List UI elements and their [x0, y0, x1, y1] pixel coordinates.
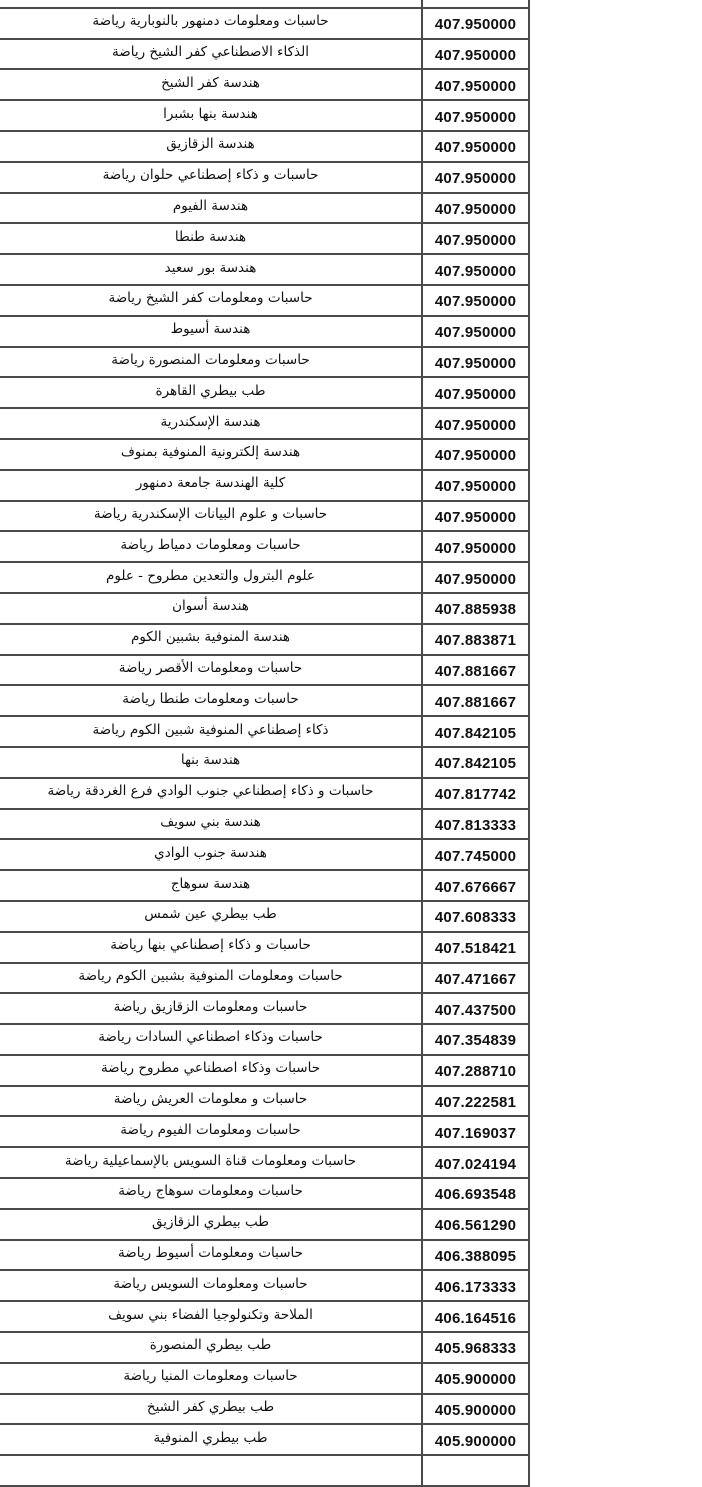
table-row: [0, 39, 529, 70]
faculty-name-cell: حاسبات ومعلومات السويس رياضة: [0, 1270, 422, 1301]
min-score-cell: 407.950000: [422, 531, 529, 562]
faculty-name-cell: هندسة بني سويف: [0, 809, 422, 840]
table-row: [0, 1424, 529, 1455]
min-score-cell: 407.518421: [422, 932, 529, 963]
table-row: [0, 100, 529, 131]
faculty-name-cell: حاسبات ومعلومات المنصورة رياضة: [0, 347, 422, 378]
min-score-cell: 405.900000: [422, 1394, 529, 1425]
min-score-cell: 405.900000: [422, 1363, 529, 1394]
table-row: [0, 1147, 529, 1178]
min-score-cell: 407.885938: [422, 593, 529, 624]
table-row: [0, 778, 529, 809]
table-row: [0, 223, 529, 254]
min-score-cell: 407.169037: [422, 1116, 529, 1147]
min-score-cell: 407.950000: [422, 8, 529, 39]
min-score-cell: 407.745000: [422, 839, 529, 870]
faculty-name-cell: الذكاء الاصطناعي كفر الشيخ رياضة: [0, 39, 422, 70]
table-row: [0, 1455, 529, 1486]
table-row: [0, 470, 529, 501]
min-score-cell: 407.842105: [422, 747, 529, 778]
faculty-name-cell: حاسبات ومعلومات أسيوط رياضة: [0, 1240, 422, 1271]
faculty-name-cell: هندسة الفيوم: [0, 193, 422, 224]
faculty-name-cell: [0, 0, 422, 8]
min-score-cell: 407.950000: [422, 316, 529, 347]
faculty-name-cell: علوم البترول والتعدين مطروح - علوم: [0, 562, 422, 593]
faculty-name-cell: حاسبات ومعلومات سوهاج رياضة: [0, 1178, 422, 1209]
table-row: [0, 0, 529, 8]
min-score-cell: 406.173333: [422, 1270, 529, 1301]
min-score-cell: 407.222581: [422, 1086, 529, 1117]
table-row: [0, 377, 529, 408]
table-row: [0, 839, 529, 870]
min-score-cell: 407.950000: [422, 69, 529, 100]
min-score-cell: 405.968333: [422, 1332, 529, 1363]
faculty-name-cell: حاسبات ومعلومات قناة السويس بالإسماعيلية رياضة: [0, 1147, 422, 1178]
min-score-cell: 407.950000: [422, 377, 529, 408]
faculty-name-cell: حاسبات ومعلومات دمنهور بالنوبارية رياضة: [0, 8, 422, 39]
faculty-name-cell: حاسبات ومعلومات المنوفية بشبين الكوم رياضة: [0, 963, 422, 994]
faculty-name-cell: هندسة الإسكندرية: [0, 408, 422, 439]
table-row: [0, 993, 529, 1024]
faculty-name-cell: الملاحة وتكنولوجيا الفضاء بني سويف: [0, 1301, 422, 1332]
table-row: [0, 501, 529, 532]
table-row: [0, 1209, 529, 1240]
table-row: [0, 1086, 529, 1117]
min-score-cell: 407.950000: [422, 408, 529, 439]
faculty-name-cell: حاسبات ومعلومات الزقازيق رياضة: [0, 993, 422, 1024]
min-score-cell: 407.950000: [422, 100, 529, 131]
table-row: [0, 1024, 529, 1055]
faculty-name-cell: ذكاء إصطناعي المنوفية شبين الكوم رياضة: [0, 716, 422, 747]
table-row: [0, 747, 529, 778]
table-row: [0, 1240, 529, 1271]
table-row: [0, 347, 529, 378]
table-row: [0, 69, 529, 100]
min-score-cell: 407.883871: [422, 624, 529, 655]
table-row: [0, 685, 529, 716]
table-row: [0, 1394, 529, 1425]
faculty-name-cell: حاسبات ومعلومات المنيا رياضة: [0, 1363, 422, 1394]
min-score-cell: 407.950000: [422, 439, 529, 470]
min-score-cell: 407.950000: [422, 285, 529, 316]
table-row: [0, 809, 529, 840]
table-row: [0, 131, 529, 162]
min-score-cell: 406.164516: [422, 1301, 529, 1332]
table-row: [0, 562, 529, 593]
table-row: [0, 1301, 529, 1332]
faculty-name-cell: حاسبات و ذكاء إصطناعي بنها رياضة: [0, 932, 422, 963]
min-score-cell: 407.950000: [422, 562, 529, 593]
table-row: [0, 285, 529, 316]
min-score-cell: [422, 0, 529, 8]
table-row: [0, 901, 529, 932]
faculty-name-cell: حاسبات ومعلومات الأقصر رياضة: [0, 655, 422, 686]
min-score-cell: 407.437500: [422, 993, 529, 1024]
min-score-cell: 407.950000: [422, 501, 529, 532]
table-row: [0, 531, 529, 562]
table-row: [0, 870, 529, 901]
faculty-name-cell: كلية الهندسة جامعة دمنهور: [0, 470, 422, 501]
table-row: [0, 716, 529, 747]
min-score-cell: 407.288710: [422, 1055, 529, 1086]
min-score-cell: 407.950000: [422, 347, 529, 378]
min-score-cell: 407.676667: [422, 870, 529, 901]
table-row: [0, 439, 529, 470]
faculty-name-cell: طب بيطري المنصورة: [0, 1332, 422, 1363]
min-score-cell: 406.561290: [422, 1209, 529, 1240]
min-score-cell: 407.950000: [422, 39, 529, 70]
min-score-cell: 407.354839: [422, 1024, 529, 1055]
faculty-name-cell: حاسبات ومعلومات دمياط رياضة: [0, 531, 422, 562]
min-score-cell: 407.024194: [422, 1147, 529, 1178]
min-score-cell: 407.950000: [422, 470, 529, 501]
faculty-name-cell: هندسة أسوان: [0, 593, 422, 624]
min-score-cell: 407.813333: [422, 809, 529, 840]
table-row: [0, 593, 529, 624]
min-score-cell: 407.608333: [422, 901, 529, 932]
table-row: [0, 1332, 529, 1363]
faculty-name-cell: طب بيطري الزقازيق: [0, 1209, 422, 1240]
faculty-name-cell: هندسة المنوفية بشبين الكوم: [0, 624, 422, 655]
table-row: [0, 932, 529, 963]
faculty-name-cell: هندسة سوهاج: [0, 870, 422, 901]
faculty-name-cell: طب بيطري كفر الشيخ: [0, 1394, 422, 1425]
faculty-name-cell: حاسبات وذكاء اصطناعي السادات رياضة: [0, 1024, 422, 1055]
faculty-name-cell: حاسبات ومعلومات طنطا رياضة: [0, 685, 422, 716]
faculty-name-cell: هندسة الزقازيق: [0, 131, 422, 162]
table-row: [0, 316, 529, 347]
min-score-cell: 406.388095: [422, 1240, 529, 1271]
table-row: [0, 655, 529, 686]
min-score-cell: 407.950000: [422, 254, 529, 285]
min-score-cell: 407.817742: [422, 778, 529, 809]
faculty-name-cell: هندسة كفر الشيخ: [0, 69, 422, 100]
table-row: [0, 1116, 529, 1147]
table-row: [0, 1270, 529, 1301]
faculty-name-cell: هندسة إلكترونية المنوفية بمنوف: [0, 439, 422, 470]
faculty-name-cell: هندسة بنها بشبرا: [0, 100, 422, 131]
table-row: [0, 1363, 529, 1394]
table-row: [0, 963, 529, 994]
faculty-name-cell: [0, 1455, 422, 1486]
table-row: [0, 162, 529, 193]
faculty-name-cell: حاسبات وذكاء اصطناعي مطروح رياضة: [0, 1055, 422, 1086]
faculty-name-cell: هندسة طنطا: [0, 223, 422, 254]
table-row: [0, 254, 529, 285]
table-row: [0, 1055, 529, 1086]
faculty-name-cell: حاسبات و علوم البيانات الإسكندرية رياضة: [0, 501, 422, 532]
min-score-cell: [422, 1455, 529, 1486]
table-row: [0, 8, 529, 39]
faculty-name-cell: حاسبات و معلومات العريش رياضة: [0, 1086, 422, 1117]
min-score-cell: 407.950000: [422, 131, 529, 162]
min-score-cell: 407.950000: [422, 193, 529, 224]
table-row: [0, 408, 529, 439]
min-score-cell: 407.842105: [422, 716, 529, 747]
faculty-name-cell: حاسبات ومعلومات الفيوم رياضة: [0, 1116, 422, 1147]
table-row: [0, 624, 529, 655]
table-row: [0, 193, 529, 224]
faculty-name-cell: طب بيطري عين شمس: [0, 901, 422, 932]
faculty-name-cell: حاسبات و ذكاء إصطناعي حلوان رياضة: [0, 162, 422, 193]
faculty-name-cell: هندسة جنوب الوادي: [0, 839, 422, 870]
table-row: [0, 1178, 529, 1209]
faculty-name-cell: طب بيطري القاهرة: [0, 377, 422, 408]
min-score-cell: 407.950000: [422, 223, 529, 254]
min-score-cell: 405.900000: [422, 1424, 529, 1455]
min-score-cell: 407.950000: [422, 162, 529, 193]
faculty-name-cell: هندسة بور سعيد: [0, 254, 422, 285]
min-score-cell: 407.881667: [422, 655, 529, 686]
faculty-name-cell: هندسة بنها: [0, 747, 422, 778]
min-score-cell: 406.693548: [422, 1178, 529, 1209]
faculty-name-cell: حاسبات و ذكاء إصطناعي جنوب الوادي فرع الغردقة رياضة: [0, 778, 422, 809]
faculty-name-cell: حاسبات ومعلومات كفر الشيخ رياضة: [0, 285, 422, 316]
min-score-cell: 407.471667: [422, 963, 529, 994]
faculty-name-cell: طب بيطري المنوفية: [0, 1424, 422, 1455]
min-score-cell: 407.881667: [422, 685, 529, 716]
faculty-name-cell: هندسة أسيوط: [0, 316, 422, 347]
